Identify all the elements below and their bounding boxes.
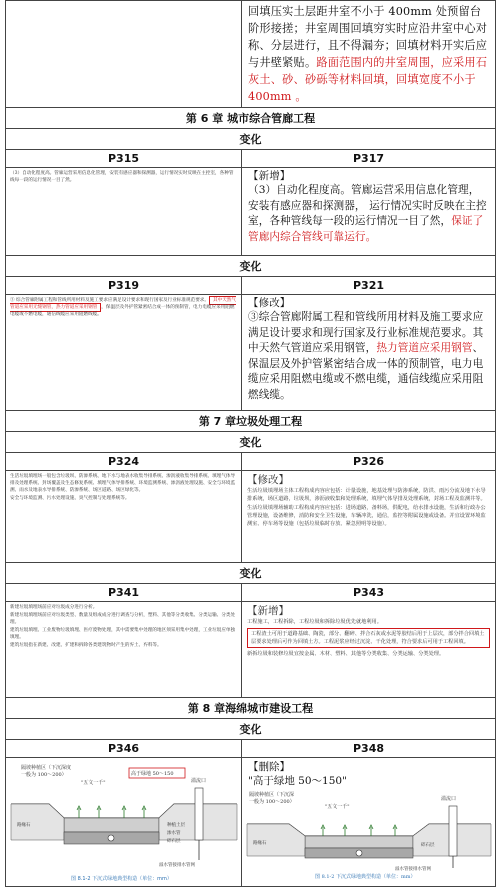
fig-label-top: 隔坡种植区（下沉深 xyxy=(249,792,295,798)
new-tag: 【新增】 xyxy=(248,170,291,182)
p324-excerpt xyxy=(6,471,242,563)
page-num-p317: P317 xyxy=(242,150,496,168)
fig-label-overflow: 溢流口 xyxy=(191,778,207,784)
page-num-p324: P324 xyxy=(6,453,242,471)
p317-text-red: 保证了管廊内综合管线可靠运行。 xyxy=(248,215,484,243)
page-num-p348: P348 xyxy=(242,740,496,758)
fig-label-layer: 碎石层 xyxy=(167,839,181,844)
p321-text-black-a: ③综合管廊附属工程和管线所用材料及施工要求应满足设计要求和现行国家及行业标准规范要求。其中天然气管道应采用钢管， xyxy=(248,311,484,354)
p341-excerpt xyxy=(6,602,242,698)
fig-caption: 图 8.1-2 下沉式绿地典型构造（单位：mm） xyxy=(315,874,416,880)
p341-text-2: 新建垃圾填埋场前应对垃圾类型、数量及组成成分进行调查与分析，塑料、其他等分类收集、分类运输、分类处理。 xyxy=(10,613,236,625)
fig-label-overflow: 溢流口 xyxy=(441,796,457,802)
fig-label-drain: 溢水管接排水管网 xyxy=(159,863,195,868)
change-label: 变化 xyxy=(6,256,496,277)
pipe-icon xyxy=(108,835,114,841)
fig-label-roadside: 路缘石 xyxy=(253,841,267,846)
comparison-table xyxy=(5,0,496,887)
p346-figure-cell xyxy=(6,758,242,887)
left-bank xyxy=(247,824,305,856)
fig-label-roadside: 路缘石 xyxy=(17,823,31,828)
blank-cell xyxy=(6,1,242,108)
fig-label-top: 隔坡种植区（下沉深度 xyxy=(21,765,72,771)
p319-text-a: ③ 综合管廊附属工程和管线所用材料及施工要求应满足设计要求和现行国家及行业标准规范要求。 xyxy=(10,298,209,303)
fig-caption: 图 8.1-2 下沉式绿地典型构造（单位：mm） xyxy=(71,876,172,882)
page-num-p343: P343 xyxy=(242,584,496,602)
p319-text-c: ，保温层及外护管紧密结合成一体的预制管，电力电缆应采用阻燃电缆或不燃电缆，通信线缆应采用阻燃线缆。 xyxy=(10,305,235,317)
fig-label-top3: 高于绿地 50～150 xyxy=(131,771,174,777)
change-label: 变化 xyxy=(6,432,496,453)
green-space-section-figure-revised xyxy=(245,788,493,880)
page-num-p346: P346 xyxy=(6,740,242,758)
page-num-p341: P341 xyxy=(6,584,242,602)
p341-text-1: 新建垃圾填埋场前应对垃圾成分进行分析。 xyxy=(10,605,98,610)
change-label: 变化 xyxy=(6,129,496,150)
p341-text-3: 建筑垃圾填埋、工业废物垃圾填埋、医疗废物处理，其中需要集中处理的地区须采用集中处理，工业垃圾应单独填埋。 xyxy=(10,628,236,640)
p321-content xyxy=(242,295,496,411)
plant-icon xyxy=(77,806,146,818)
change-label: 变化 xyxy=(6,719,496,740)
top-text-red: 路面范围内的井室周围，应采用石灰土、砂、砂砾等材料回填，回填宽度不小于 400mm 。 xyxy=(248,56,488,103)
fig-label-plant: 种植土层 xyxy=(167,823,185,828)
chapter-7-title: 第 7 章垃圾处理工程 xyxy=(6,411,496,432)
fig-label-crest: "五文一千" xyxy=(81,780,106,786)
modify-tag: 【修改】 xyxy=(248,297,291,309)
p315-text: （3）自动化程度高。管廊运营采用信息化管理，安装有感应器和探测器，运行情况实时反映在主控室，各种管线每一段的运行情况一目了然。 xyxy=(10,171,234,183)
top-text-black: 回填压实土层距井室不小于 400mm 处预留台阶形接搓；井室周围回填穷实时应沿井室中心对称、分层进行，且不得漏夯；回填材料开实后应与井壁紧贴。 xyxy=(248,5,488,69)
top-continuation-text xyxy=(242,1,496,108)
new-tag: 【新增】 xyxy=(247,605,289,617)
fig-label-layer: 碎石层 xyxy=(421,843,435,848)
fig-label-top2: 一般为 100～200） xyxy=(21,772,67,778)
soil-layer xyxy=(305,836,413,848)
modify-tag: 【修改】 xyxy=(247,474,289,486)
document-page xyxy=(5,0,495,887)
p321-text-red: 热力管道应采用钢管 xyxy=(376,342,473,354)
fig-label-top2: 一般为 100～200） xyxy=(249,799,295,805)
p324-text-1: 生活垃圾填埋场一般包含垃圾坝、防渗系统、地下水与地表水收集导排系统、渗沥液收集导排系统、填埋气体导排及处理系统、封场覆盖及生态修复系统、填埋气体导排系统、环境监测系统、渗沥液处理设施、安全与环境监测、雨水及地表水导排系统、防渗系统、场区道路、场区绿化等。 xyxy=(10,474,236,493)
p341-text-4: 建筑垃圾指在新建、改建、扩建和拆除各类建筑物时产生的弃土、弃料等。 xyxy=(10,643,162,648)
p326-text-2: 生活垃圾填埋场辅助工程构成内容应包括：进场道路，备料场，供配电，给水排水设施，生活和行政办公管理设施，设备维修，消防和安全卫生设施，车辆冲洗，通信，监控等附属设施或设备。并宜设置环境监测室、停车场等设施（包括垃圾临时存放、紧急照明等设施）。 xyxy=(247,505,486,527)
p326-content xyxy=(242,471,496,563)
change-label: 变化 xyxy=(6,563,496,584)
overflow-well xyxy=(449,806,457,856)
p343-text-2: 新拆垃圾和装修垃圾宜按金属、木材、塑料、其他等分类收集、分类运输、分类处理。 xyxy=(247,651,445,657)
delete-tag: 【删除】 xyxy=(248,761,290,773)
page-num-p326: P326 xyxy=(242,453,496,471)
p317-content xyxy=(242,168,496,256)
page-num-p315: P315 xyxy=(6,150,242,168)
p319-excerpt xyxy=(6,295,242,411)
p315-excerpt xyxy=(6,168,242,256)
p324-text-2: 安全与环境监测、污水处理设施、臭气控制与处理系统等。 xyxy=(10,496,130,501)
p319-text-boxed: 其中天然气管道应采用无缝钢管，热力管道应采用钢管 xyxy=(10,298,236,310)
plant-icon xyxy=(321,825,397,836)
fig-label-pipe: 渗水管 xyxy=(167,831,181,836)
fig-label-crest: "五文一千" xyxy=(325,804,350,810)
p343-boxed-text: 工程渣土可用于道路基础、陶瓷，部分、翻碎、拌合石灰或水泥等胶结后用于上层次，部分拌合回填土层要求处理后可作为回填土方。工程泥浆应经过沉淀、干化处理，符合要求后可用于工程回填。 xyxy=(247,628,490,648)
chapter-6-title: 第 6 章 城市综合管廊工程 xyxy=(6,108,496,129)
p348-content xyxy=(242,758,496,887)
page-num-p321: P321 xyxy=(242,277,496,295)
page-num-p319: P319 xyxy=(6,277,242,295)
p321-text-black-b: 、保温层及外护管紧密结合成一体的预制管，电力电缆应采用阻燃电缆或不燃电缆，通信线缆应采用阻燃线缆。 xyxy=(248,342,484,401)
soil-layer xyxy=(64,818,159,832)
green-space-section-figure xyxy=(9,760,239,884)
p326-text-1: 生活垃圾填埋场主体工程构成内容应包括：计量设施，地基处理与防渗系统，防洪、雨污分流及地下水导排系统，场区道路，垃圾坝，渗沥液收集和处理系统，填埋气体导排及处理系统，封场工程及监测井等。 xyxy=(247,488,486,502)
left-bank xyxy=(11,804,64,840)
p343-text-1: 工程施工，工程拆除，工程垃圾和拆除垃圾优先就地利用。 xyxy=(247,619,382,625)
p317-text-black: （3）自动化程度高。管廊运营采用信息化管理，安装有感应器和探测器， 运行情况实时反映在主控室，各种管线每一段的运行情况一目了然， xyxy=(248,184,487,227)
pipe-icon xyxy=(356,850,362,856)
fig-label-drain: 溢水管接排水管网 xyxy=(395,867,431,872)
p343-content xyxy=(242,602,496,698)
overflow-well xyxy=(195,788,203,840)
chapter-8-title: 第 8 章海绵城市建设工程 xyxy=(6,698,496,719)
deleted-text: "高于绿地 50～150" xyxy=(248,775,347,787)
